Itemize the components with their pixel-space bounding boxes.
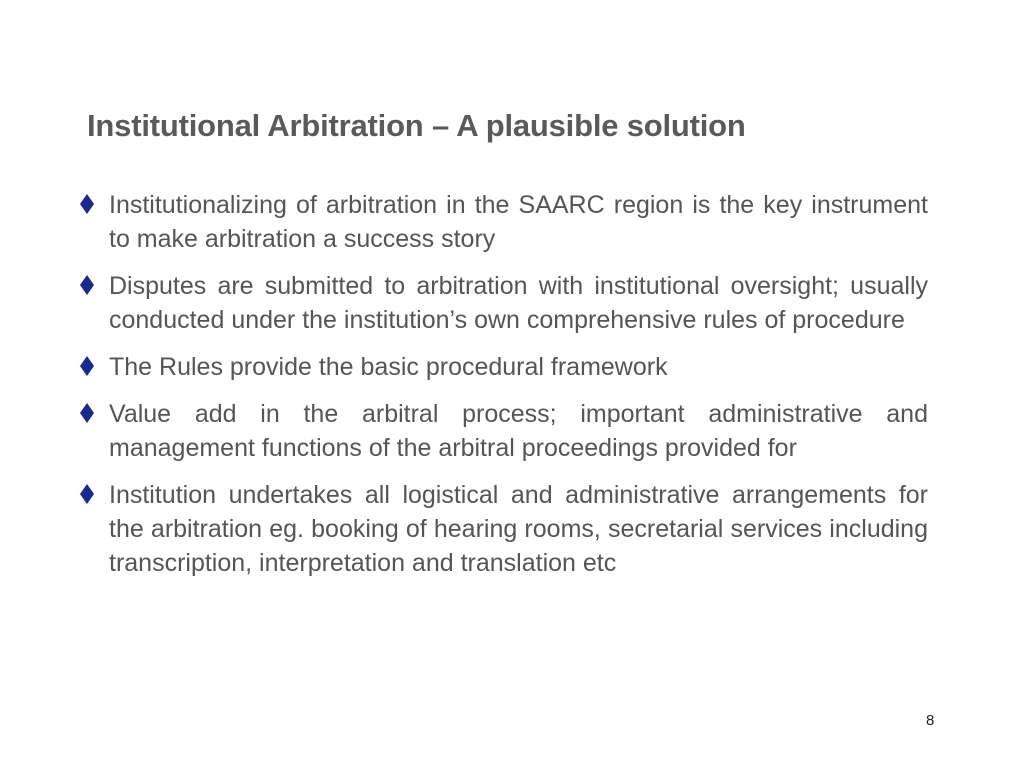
bullet-item: [80, 188, 928, 256]
diamond-icon: [80, 269, 100, 303]
bullet-item: [80, 350, 928, 384]
diamond-icon: [80, 188, 100, 222]
bullet-text: Disputes are submitted to arbitration with institutional oversight; usually conducted under the institution’s own comprehensive rules of procedure: [109, 272, 928, 334]
slide-title: Institutional Arbitration – A plausible solution: [87, 108, 746, 143]
diamond-icon: [80, 350, 100, 384]
bullet-item: [80, 397, 928, 465]
bullet-text: Institution undertakes all logistical and administrative arrangements for the arbitration eg. booking of hearing rooms, secretarial services including transcription, interpretation and translation etc: [109, 481, 928, 577]
bullet-text: Value add in the arbitral process; important administrative and management functions of the arbitral proceedings provided for: [109, 400, 928, 462]
bullet-list: [80, 188, 928, 593]
diamond-icon: [80, 478, 100, 512]
bullet-item: [80, 478, 928, 580]
bullet-item: [80, 269, 928, 337]
bullet-text: Institutionalizing of arbitration in the SAARC region is the key instrument to make arbitration a success story: [109, 191, 928, 253]
diamond-icon: [80, 397, 100, 431]
page-number: 8: [926, 712, 935, 729]
bullet-text: The Rules provide the basic procedural framework: [109, 353, 668, 381]
